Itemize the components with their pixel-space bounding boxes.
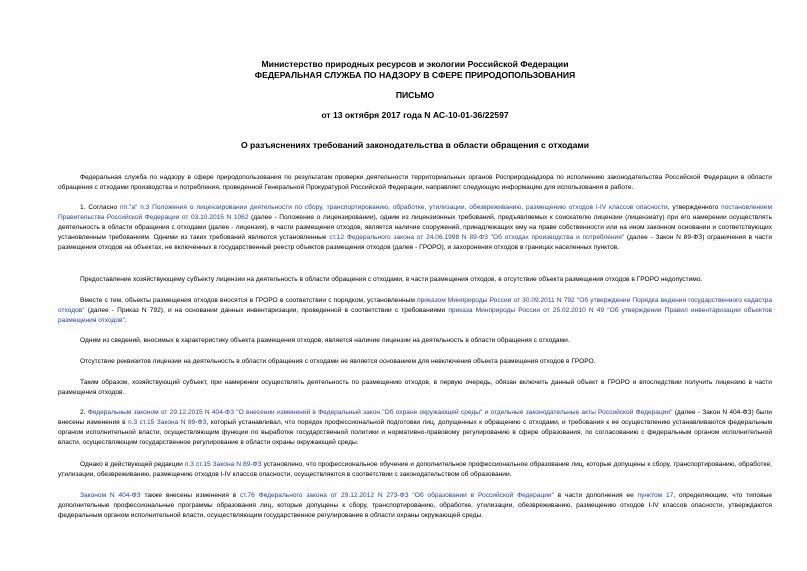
paragraph-education-law-text-1: также внесены изменения в xyxy=(140,492,241,499)
paragraph-groro-order-text-2: (далее - Приказ N 792), и на основании данных инвентаризации, проведенной в соответствии с требованиями xyxy=(84,306,449,314)
link-law-404fz-short[interactable]: Законом N 404-ФЗ xyxy=(80,492,141,499)
paragraph-law-404fz xyxy=(58,408,772,448)
paragraph-education-law-text-3: , определяющим, что типовые дополнительные профессиональные программы образования лиц, которые допущены к сбору, транспортированию, обработке, утилизации, обезвреживанию, размещению отходов I-IV классов опасности, утверждаются федеральным органом исполнительной власти, осуществляющим государственное регулирование в области охраны окружающей среды. xyxy=(58,492,772,519)
document-date-number: от 13 октября 2017 года N АС-10-01-36/22597 xyxy=(321,110,509,120)
paragraph-licensing-text-2: , утвержденного xyxy=(667,204,722,211)
paragraph-intro-text: Федеральная служба по надзору в сфере природопользования по результатам проверки деятельности территориальных органов Росприроднадзора по исполнению законодательства Российской Федерации в области обращения с отходами производства и потребления, проведенной Генеральной Прокуратурой Российской Федерации, направляет следующую информацию для использования в работе. xyxy=(58,174,772,191)
paragraph-law-404fz-text-1: 2. xyxy=(80,409,88,416)
link-law-89fz-art12[interactable]: ст.12 Федерального закона от 24.06.1998 N 89-ФЗ "Об отходах производства и потребления" xyxy=(329,233,625,241)
paragraph-groro-order-text-1: Вместе с тем, объекты размещения отходов вносятся в ГРОРО в соответствии с порядком, установленным xyxy=(80,297,418,304)
paragraph-current-edition-text-2: установлено, что профессиональное обучение и дополнительное профессиональное образование лиц, которые допущены к сбору, транспортированию, обработке, утилизации, обезвреживанию, размещению отходов I-IV классов опасности, осуществляются в соответствии с законодательством об образовании. xyxy=(58,461,772,478)
link-government-decree-1062[interactable]: постановлением Правительства Российской Федерации от 03.10.2015 N 1062 xyxy=(58,204,772,221)
paragraph-license-info xyxy=(58,336,772,346)
link-law-404fz[interactable]: Федеральным законом от 29.12.2015 N 404-ФЗ "О внесении изменений в Федеральный закон "Об охране окружающей среды" и отдельные законодательные акты Российской Федерации" xyxy=(87,409,673,416)
paragraph-current-edition-text-1: Однако в действующей редакции xyxy=(80,461,185,468)
paragraph-licensing-text-1: 1. Согласно xyxy=(80,204,121,211)
link-order-49[interactable]: приказа Минприроды России от 25.02.2010 N 49 "Об утверждении Правил инвентаризации объектов размещения отходов" xyxy=(58,306,772,324)
paragraph-no-license-details-text: Отсутствие реквизитов лицензии на деятельность в области обращения с отходами не является основанием для невключения объекта размещения отходов в ГРОРО. xyxy=(80,358,596,365)
paragraph-groro-requirement-text: Предоставление хозяйствующему субъекту лицензии на деятельность в области обращения с отходами, в части размещения отходов, в отсутствие объекта размещения отходов в ГРОРО недопустимо. xyxy=(80,276,703,283)
paragraph-no-license-details xyxy=(58,357,772,367)
paragraph-groro-order-text-3: . xyxy=(124,316,127,324)
paragraph-licensing-text-3: (далее - Положение о лицензировании), одним из лицензионных требований, предъявляемых к соискателю лицензии (лицензиату) при его намерении осуществлять деятельность в области обращения с отходами (далее - лицензия), в части размещения отходов, является наличие сооружений, принадлежащих ему на праве собственности или на ином законном основании и соответствующих установленным требованиям. Одними из таких требований являются установленные xyxy=(58,213,773,241)
link-law-89fz-art15-current[interactable]: п.3 ст.15 Закона N 89-ФЗ xyxy=(184,461,262,468)
link-law-89fz-art15[interactable]: п.3 ст.15 Закона N 89-ФЗ xyxy=(128,418,207,426)
document-type: ПИСЬМО xyxy=(395,90,435,100)
paragraph-grorо-requirement xyxy=(58,275,772,285)
paragraph-conclusion-text: Таким образом, хозяйствующий субъект, при намерении осуществлять деятельность по размещению отходов, в первую очередь, обязан включить данный объект в ГРОРО и впоследствии получить лицензию в части размещения отходов. xyxy=(58,379,772,396)
service-name: ФЕДЕРАЛЬНАЯ СЛУЖБА ПО НАДЗОРУ В СФЕРЕ ПРИРОДОПОЛЬЗОВАНИЯ xyxy=(254,70,576,80)
ministry-name: Министерство природных ресурсов и экологии Российской Федерации xyxy=(261,59,569,69)
paragraph-licensing xyxy=(58,203,772,253)
paragraph-law-404fz-text-2: (далее - Закон N 404-ФЗ) были внесены изменения в xyxy=(58,409,772,426)
paragraph-groro-order xyxy=(58,296,772,326)
paragraph-education-law xyxy=(58,491,772,521)
link-point-17[interactable]: пунктом 17 xyxy=(637,492,674,499)
link-law-273fz-art76[interactable]: ст.76 Федерального закона от 29.12.2012 N 273-ФЗ "Об образовании в Российской Федерации" xyxy=(240,492,554,499)
paragraph-education-law-text-2: в части дополнения ее xyxy=(553,492,638,499)
paragraph-conclusion xyxy=(58,378,772,398)
paragraph-licensing-text-4: (далее - Закон N 89-ФЗ) ограничения в части размещения отходов на объектах, не включенных в государственный реестр объектов размещения отходов (далее - ГРОРО), и захоронения отходов в границах населенных пунктов. xyxy=(58,233,772,251)
paragraph-license-info-text: Одним из сведений, вносимых в характеристику объекта размещения отходов, является наличие лицензии на деятельность в области обращения с отходами. xyxy=(80,337,570,344)
paragraph-intro xyxy=(58,173,772,193)
paragraph-current-edition xyxy=(58,460,772,480)
link-order-792[interactable]: приказом Минприроды России от 30.09.2011 N 792 "Об утверждении Порядка ведения государственного кадастра отходов" xyxy=(58,297,772,314)
document-subject: О разъяснениях требований законодательства в области обращения с отходами xyxy=(240,140,590,150)
link-licensing-regulation[interactable]: пп."а" п.3 Положения о лицензировании деятельности по сбору, транспортированию, обработке, утилизации, обезвреживанию, размещению отходов I-IV классов опасности xyxy=(120,204,668,211)
paragraph-law-404fz-text-3: , который устанавливал, что порядок профессиональной подготовки лиц, допущенных к обращению с отходами, и требования к ее осуществлению устанавливаются федеральным органом исполнительной власти, осуществляющим функции по выработке государственной политики и нормативно-правовому регулированию в сфере образования, по согласованию с федеральным органом исполнительной власти, осуществляющим государственное регулирование в области охраны окружающей среды. xyxy=(58,418,772,446)
